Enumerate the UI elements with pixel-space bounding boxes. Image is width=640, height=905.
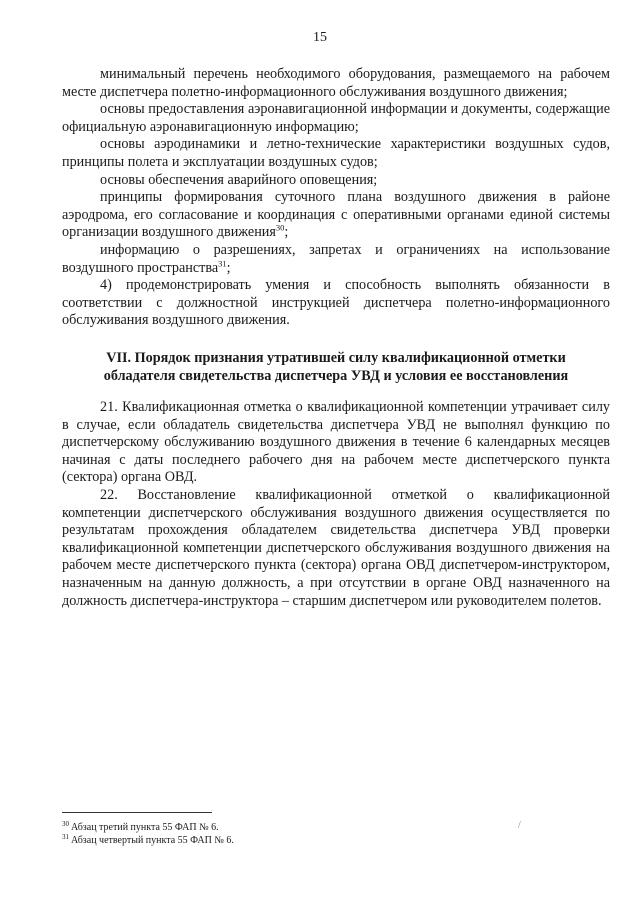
paragraph-aeronautical-info: основы предоставления аэронавигационной информации и документы, содержащие официальную аэронавигационную информацию; xyxy=(62,101,610,135)
section-heading-line-2: обладателя свидетельства диспетчера УВД и условия ее восстановления xyxy=(103,367,569,384)
footnote-divider xyxy=(62,812,212,813)
paragraph-daily-plan-text: принципы формирования суточного плана воздушного движения в районе аэродрома, его согласование и координация с оперативными органами единой системы организации воздушного движения xyxy=(62,189,610,241)
paragraph-demonstrate: 4) продемонстрировать умения и способность выполнять обязанности в соответствии с должностной инструкцией диспетчера полетно-информационного обслуживания воздушного движения. xyxy=(62,277,610,329)
section-heading xyxy=(62,350,610,385)
stray-mark: / xyxy=(518,820,521,831)
footnotes xyxy=(62,812,610,847)
footnote-30-text: Абзац третий пункта 55 ФАП № 6. xyxy=(71,822,219,833)
footnote-31-text: Абзац четвертый пункта 55 ФАП № 6. xyxy=(71,835,234,846)
footnote-ref-31: 31 xyxy=(218,257,227,268)
footnote-30 xyxy=(62,821,610,834)
footnote-31 xyxy=(62,834,610,847)
paragraph-daily-plan: принципы формирования суточного плана воздушного движения в районе аэродрома, его согласование и координация с оперативными органами единой системы организации воздушного движения$^{30}$; xyxy=(62,189,610,241)
paragraph-22: 22. Восстановление квалификационной отметкой о квалификационной компетенции диспетчерского обслуживания воздушного движения осуществляется по результатам прохождения обладателем свидетельства диспетчера УВД проверки квалификационной компетенции диспетчерского обслуживания воздушного движения на рабочем месте диспетчерского пункта (сектора) органа ОВД диспетчером-инструктором, назначенным на данную должность, а при отсутствии в органе ОВД назначенного на должность диспетчера-инструктора – старшим диспетчером или руководителем полетов. xyxy=(62,487,610,609)
footnote-ref-30: 30 xyxy=(275,222,285,233)
main-text xyxy=(62,66,610,610)
paragraph-permissions: информацию о разрешениях, запретах и ограничениях на использование воздушного пространства$^{31}$; xyxy=(62,241,610,276)
paragraph-permissions-text: информацию о разрешениях, запретах и ограничениях на использование воздушного пространства xyxy=(62,241,610,276)
paragraph-alerting: основы обеспечения аварийного оповещения; xyxy=(100,171,378,188)
footnote-30-number: 30 xyxy=(62,819,69,828)
footnote-31-number: 31 xyxy=(62,832,69,841)
paragraph-21: 21. Квалификационная отметка о квалификационной компетенции утрачивает силу в случае, если обладатель свидетельства диспетчера УВД не выполнял функцию по диспетчерскому обслуживанию воздушного движения в течение 6 календарных месяцев начиная с даты последнего рабочего дня на рабочем месте диспетчерского пункта (сектора) органа ОВД. xyxy=(62,399,610,486)
section-heading-line-1: VII. Порядок признания утратившей силу квалификационной отметки xyxy=(106,349,566,366)
page-number: 15 xyxy=(313,30,327,45)
paragraph-aerodynamics: основы аэродинамики и летно-технические характеристики воздушных судов, принципы полета и эксплуатации воздушных судов; xyxy=(62,136,610,170)
paragraph-equipment-list: минимальный перечень необходимого оборудования, размещаемого на рабочем месте диспетчера полетно-информационного обслуживания воздушного движения; xyxy=(62,66,610,100)
